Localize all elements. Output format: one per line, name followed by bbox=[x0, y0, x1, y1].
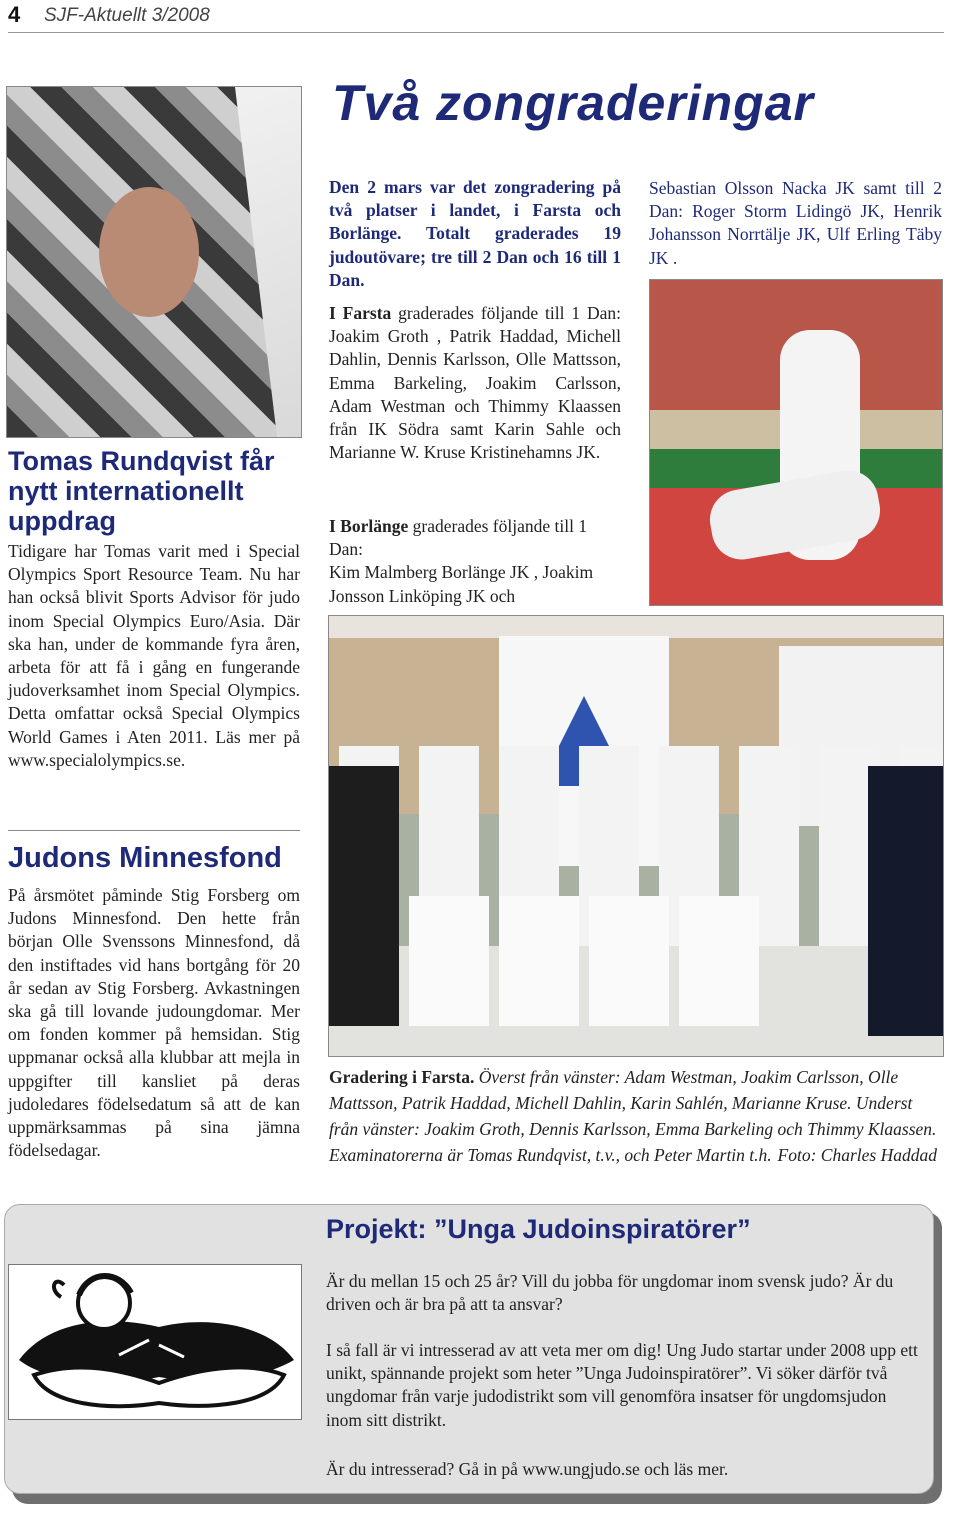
fond-body: På årsmötet påminde Stig Forsberg om Judons Minnesfond. Den hette från början Olle Svenssons Minnesfond, då den instiftades vid hans bortgång för 20 år sedan av Stig Forsberg. Avkastningen ska gå till lovande judoungdomar. Mer om fonden kommer på hemsidan. Stig uppmanar också alla klubbar att mejla in uppgifter till kansliet på deras judoledares födelsedatum så att de kan uppmärksammas på sina jämna födelsedagar. bbox=[8, 885, 300, 1161]
farsta-text: graderades följande till 1 Dan: Joakim Groth , Patrik Haddad, Michell Dahlin, Dennis Karlsson, Olle Mattsson, Emma Barkeling, Joakim Carlsson, Adam Westman och Thimmy Klaassen från IK Södra samt Karin Sahle och Marianne W. Kruse Kristinehamns JK. bbox=[329, 303, 621, 463]
portrait-photo bbox=[6, 86, 302, 438]
photo-credit: Foto: Charles Haddad bbox=[777, 1145, 937, 1165]
borlange-paragraph bbox=[329, 515, 621, 608]
tomas-body bbox=[8, 540, 300, 772]
page-header bbox=[8, 2, 944, 33]
specialolympics-link[interactable]: www.specialolympics.se. bbox=[8, 749, 186, 770]
projekt-paragraph-3: Är du intresserad? Gå in på www.ungjudo.se och läs mer. bbox=[326, 1459, 729, 1479]
farsta-paragraph bbox=[329, 302, 621, 464]
caption-text: Överst från vänster: Adam Westman, Joakim Carlsson, Olle Mattsson, Patrik Haddad, Michell Dahlin, Karin Sahlén, Marianne Kruse. Underst från vänster: Joakim Groth, Dennis Karlsson, Emma Barkeling och Thimmy Klaassen. Examinatorerna är Tomas Rundqvist, t.v., och Peter Martin t.h. bbox=[329, 1067, 937, 1165]
judo-throw-photo bbox=[649, 279, 943, 606]
borlange-keyword: I Borlänge bbox=[329, 516, 409, 536]
farsta-keyword: I Farsta bbox=[329, 303, 392, 323]
projekt-paragraph-2: I så fall är vi intresserad av att veta mer om dig! Ung Judo startar under 2008 upp ett unikt, spännande projekt som heter ”Unga Judoinspiratörer”. Vi söker därför två ungdomar från varje judodistrikt som vill genomföra insatser för ungdomsjudon inom sitt distrikt. bbox=[326, 1340, 918, 1430]
tomas-headline: Tomas Rundqvist får nytt internationellt uppdrag bbox=[8, 446, 275, 536]
borlange-text: graderades följande till 1 Dan: bbox=[329, 516, 588, 560]
projekt-headline: Projekt: ”Unga Judoinspiratörer” bbox=[326, 1214, 751, 1244]
tomas-body-text: Tidigare har Tomas varit med i Special Olympics Sport Resource Team. Nu har han också blivit Sports Advisor för judo inom Special Olympics Euro/Asia. Där ska han, under de kommande fyra åren, arbeta för att få i gång en fungerande judoverksamhet inom Special Olympics. Detta omfattar också Special Olympics World Games i Aten 2011. Läs mer på bbox=[8, 541, 300, 747]
column-divider bbox=[8, 830, 300, 831]
judo-logo-icon bbox=[8, 1264, 302, 1420]
article-headline: Två zongraderingar bbox=[332, 75, 814, 131]
fond-headline: Judons Minnesfond bbox=[8, 842, 282, 874]
publication-title: SJF-Aktuellt 3/2008 bbox=[44, 5, 210, 26]
article-lead: Den 2 mars var det zongradering på två platser i landet, i Farsta och Borlänge. Totalt graderades 19 judoutövare; tre till 2 Dan och 16 till 1 Dan. bbox=[329, 177, 621, 290]
borlange-names: Kim Malmberg Borlänge JK , Joakim Jonsson Linköping JK och bbox=[329, 562, 594, 606]
page-number: 4 bbox=[8, 2, 21, 27]
right-column-text: Sebastian Olsson Nacka JK samt till 2 Dan: Roger Storm Lidingö JK, Henrik Johansson Norrtälje JK, Ulf Erling Täby JK . bbox=[649, 178, 942, 268]
group-photo bbox=[328, 615, 944, 1057]
caption-label: Gradering i Farsta. bbox=[329, 1067, 475, 1087]
projekt-paragraph-1: Är du mellan 15 och 25 år? Vill du jobba för ungdomar inom svensk judo? Är du driven och är bra på att ta ansvar? bbox=[326, 1271, 894, 1315]
photo-caption bbox=[329, 1064, 943, 1168]
